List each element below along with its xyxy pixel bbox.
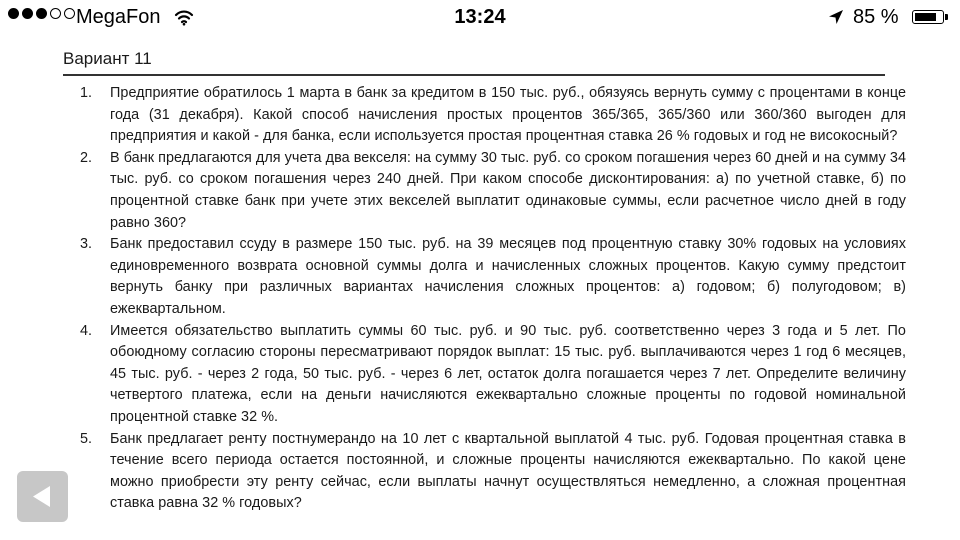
back-arrow-icon [17, 471, 68, 522]
battery-percent: 85 % [853, 6, 899, 28]
carrier-name: MegaFon [76, 6, 161, 28]
status-time: 13:24 [454, 6, 506, 28]
task-item [80, 429, 906, 515]
back-button[interactable] [17, 471, 68, 522]
task-item [80, 321, 906, 429]
task-text: Предприятие обратилось 1 марта в банк за кредитом в 150 тыс. руб., обязуясь вернуть сумму с процентами в конце года (31 декабря). Какой способ начисления простых процентов 365/365, 365/360 или 360/360 выгоден для предприятия и какой - для банка, если используется простая процентная ставка 26 % годовых и год не високосный? [110, 85, 906, 145]
task-item [80, 234, 906, 320]
task-number: 2. [80, 149, 93, 166]
task-text: Банк предоставил ссуду в размере 150 тыс. руб. на 39 месяцев под процентную ставку 30% годовых на условиях единовременного возврата основной суммы долга и начисленных сложных процентов. Какую сумму предстоит вернуть банку при различных вариантах начисления сложных процентов: а) годовом; б) полугодовом; в) ежеквартальном. [110, 236, 906, 317]
task-text: Банк предлагает ренту постнумерандо на 10 лет с квартальной выплатой 4 тыс. руб. Годовая процентная ставка в течение всего периода остается постоянной, и сложные проценты начисляются ежеквартально. По какой цене можно приобрести эту ренту сейчас, если выплаты начнут осуществляться немедленно, а сложная процентная ставка равна 32 % годовых? [110, 430, 906, 512]
task-text: В банк предлагаются для учета два векселя: на сумму 30 тыс. руб. со сроком погашения через 60 дней и на сумму 34 тыс. руб. со сроком погашения через 240 дней. При каком способе дисконтирования: а) по учетной ставке, б) по процентной ставке банк при учете этих векселей выплатит одинаковые суммы, если расчетное число дней в году равно 360? [110, 149, 906, 231]
task-number: 1. [80, 85, 93, 101]
battery-icon [912, 10, 944, 24]
battery-fill [915, 13, 936, 21]
location-arrow-icon [827, 8, 845, 26]
task-number: 4. [80, 322, 93, 339]
task-number: 5. [80, 430, 93, 447]
status-bar [0, 0, 960, 36]
task-list [80, 83, 906, 515]
task-item [80, 148, 906, 234]
task-item [80, 83, 906, 148]
task-number: 3. [80, 236, 93, 253]
page-title: Вариант 11 [63, 49, 152, 68]
battery-tip [945, 14, 948, 20]
title-divider [63, 74, 885, 76]
task-text: Имеется обязательство выплатить суммы 60 тыс. руб. и 90 тыс. руб. соответственно через 3 года и 5 лет. По обоюдному согласию стороны пересматривают порядок выплат: 15 тыс. руб. выплачиваются через 1 год 6 месяцев, 45 тыс. руб. - через 2 года, 50 тыс. руб. - через 6 лет, остаток долга погашается через 7 лет. Определите величину четвертого платежа, если на деньги начисляются ежеквартально сложные проценты по годовой номинальной процентной ставке 32 %. [110, 322, 906, 425]
